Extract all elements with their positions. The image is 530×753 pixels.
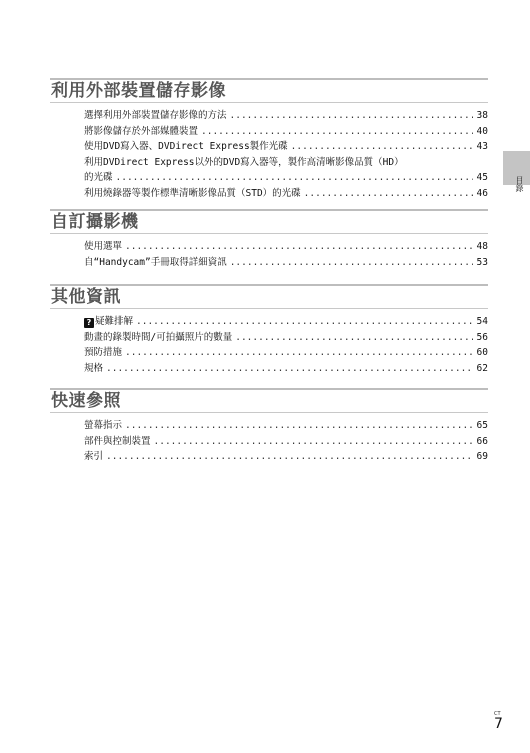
section-title: 自訂攝影機	[51, 212, 139, 232]
toc-entry-label: 動畫的錄製時間/可拍攝照片的數量	[84, 331, 233, 343]
toc-entry-page: 62	[476, 362, 488, 374]
toc-entry-label: 預防措施	[84, 347, 123, 358]
section-divider	[50, 412, 488, 413]
dot-leader	[116, 170, 473, 186]
toc-entry-label-line1: 利用DVDirect Express以外的DVD寫入器等，製作高清晰影像品質（HD）	[84, 156, 404, 168]
toc-list	[50, 418, 488, 465]
toc-entry-label: 自“Handycam”手冊取得詳細資訊	[84, 256, 227, 268]
toc-entry-label: 部件與控制裝置	[84, 435, 151, 447]
dot-leader	[125, 239, 473, 255]
toc-entry[interactable]	[84, 314, 488, 330]
dot-leader	[230, 108, 473, 124]
toc-list	[50, 239, 488, 270]
toc-entry-label: 索引	[84, 451, 104, 462]
toc-entry[interactable]	[84, 239, 488, 255]
toc-entry[interactable]	[84, 418, 488, 434]
toc-entry[interactable]	[84, 361, 488, 377]
toc-entry-line2	[84, 170, 488, 186]
dot-leader	[304, 186, 473, 202]
dot-leader	[125, 345, 473, 361]
toc-entry-page: 56	[476, 331, 488, 343]
toc-entry-page: 54	[476, 316, 488, 327]
toc-entry-label: 疑難排解	[95, 316, 134, 327]
toc-list	[50, 314, 488, 376]
toc-section-quick-reference	[50, 388, 488, 465]
toc-entry-page: 38	[476, 110, 488, 121]
toc-entry-page: 46	[476, 187, 488, 199]
toc-entry-multiline[interactable]	[84, 155, 488, 186]
dot-leader	[235, 330, 473, 346]
toc-entry[interactable]	[84, 449, 488, 465]
toc-entry[interactable]	[84, 330, 488, 346]
toc-entry-label: 使用DVD寫入器、DVDirect Express製作光碟	[84, 141, 288, 152]
toc-entry[interactable]	[84, 434, 488, 450]
dot-leader	[230, 255, 473, 271]
section-divider	[50, 102, 488, 103]
toc-entry-label: 將影像儲存於外部媒體裝置	[84, 125, 199, 137]
section-title: 快速參照	[51, 391, 121, 411]
toc-entry-page: 43	[476, 141, 488, 152]
toc-section-customize	[50, 209, 488, 270]
dot-leader	[201, 124, 473, 140]
toc-entry-page: 48	[476, 241, 488, 252]
question-icon: ?	[84, 318, 94, 328]
toc-section-external-storage	[50, 78, 488, 201]
section-title: 利用外部裝置儲存影像	[51, 81, 226, 101]
toc-entry-page: 45	[476, 172, 488, 183]
dot-leader	[106, 361, 473, 377]
dot-leader	[125, 418, 473, 434]
section-divider	[50, 233, 488, 234]
toc-entry-label: 螢幕指示	[84, 420, 123, 431]
dot-leader	[291, 139, 473, 155]
toc-section-other-info	[50, 284, 488, 376]
toc-entry[interactable]	[84, 255, 488, 271]
toc-entry-page: 60	[476, 347, 488, 358]
section-divider	[50, 308, 488, 309]
toc-entry[interactable]	[84, 124, 488, 140]
toc-entry-page: 65	[476, 420, 488, 431]
toc-entry-page: 40	[476, 125, 488, 137]
dot-leader	[106, 449, 473, 465]
page-number: 7	[494, 716, 503, 732]
dot-leader	[136, 314, 473, 330]
toc-entry-page: 66	[476, 435, 488, 447]
section-title: 其他資訊	[51, 287, 121, 307]
toc-entry-label: 選擇利用外部裝置儲存影像的方法	[84, 110, 227, 121]
toc-entry[interactable]	[84, 345, 488, 361]
toc-entry-page: 69	[476, 451, 488, 462]
toc-entry[interactable]	[84, 108, 488, 124]
toc-entry-page: 53	[476, 256, 488, 268]
toc-list	[50, 108, 488, 201]
region-code: CT	[494, 711, 501, 717]
toc-entry-label: 使用選單	[84, 241, 123, 252]
toc-entry[interactable]	[84, 186, 488, 202]
toc-entry-label: 規格	[84, 362, 104, 374]
toc-entry-label: 的光碟	[84, 172, 113, 183]
toc-entry-label: 利用燒錄器等製作標準清晰影像品質（STD）的光碟	[84, 187, 301, 199]
toc-entry[interactable]	[84, 139, 488, 155]
dot-leader	[154, 434, 473, 450]
side-tab-label: 目錄	[515, 176, 524, 192]
